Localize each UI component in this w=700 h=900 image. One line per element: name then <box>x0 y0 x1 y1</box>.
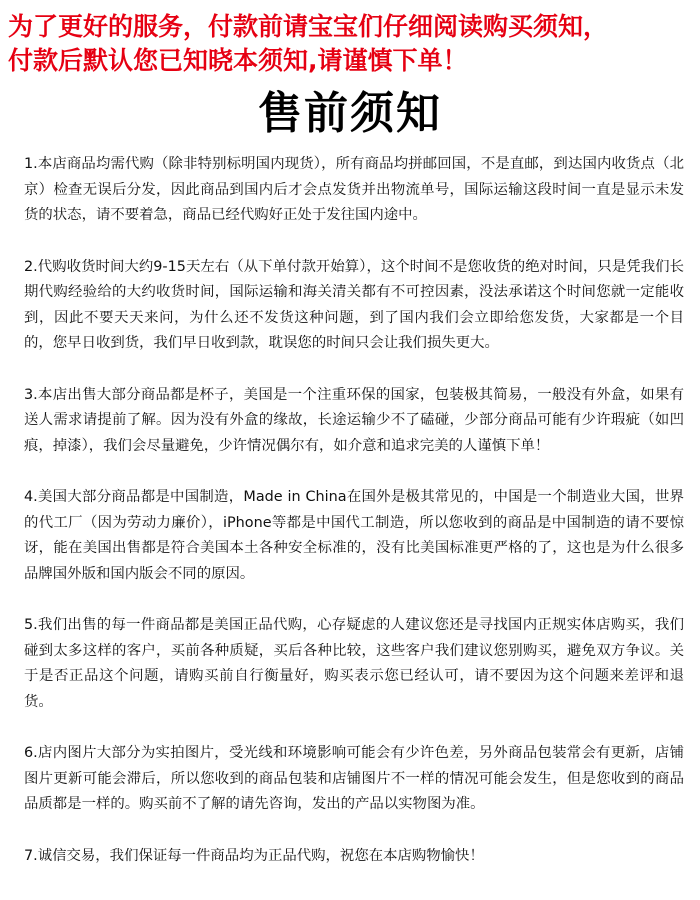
notice-item-2: 2.代购收货时间大约9-15天左右（从下单付款开始算），这个时间不是您收货的绝对时间，只是凭我们长期代购经验给的大约收货时间，国际运输和海关清关都有不可控因素，没法承诺这个时间您就一定能收到，因此不要天天来问，为什么还不发货这种问题，到了国内我们会立即给您发货，大家都是一个目的，您早日收到货，我们早日收到款，耽误您的时间只会让我们损失更大。 <box>24 258 684 351</box>
notice-list <box>24 152 684 869</box>
page-title: 售前须知 <box>258 88 442 139</box>
notice-item-1: 1.本店商品均需代购（除非特别标明国内现货），所有商品均拼邮回国，不是直邮，到达国内收货点（北京）检查无误后分发，因此商品到国内后才会点发货并出物流单号，国际运输这段时间一直是显示未发货的状态，请不要着急，商品已经代购好正处于发往国内途中。 <box>24 156 684 223</box>
warning-line-2: 付款后默认您已知晓本须知,请谨慎下单！ <box>8 46 468 75</box>
warning-line-1: 为了更好的服务，付款前请宝宝们仔细阅读购买须知， <box>8 12 609 41</box>
notice-item-4: 4.美国大部分商品都是中国制造，Made in China在国外是极其常见的，中国是一个制造业大国，世界的代工厂（因为劳动力廉价），iPhone等都是中国代工制造，所以您收到的商品是中国制造的请不要惊讶，能在美国出售都是符合美国本土各种安全标准的，没有比美国标准更严格的了，这也是为什么很多品牌国外版和国内版会不同的原因。 <box>24 489 684 582</box>
red-warning-banner <box>8 10 698 78</box>
notice-item-7: 7.诚信交易，我们保证每一件商品均为正品代购，祝您在本店购物愉快！ <box>24 847 484 864</box>
notice-item-6: 6.店内图片大部分为实拍图片，受光线和环境影响可能会有少许色差，另外商品包装常会有更新，店铺图片更新可能会滞后，所以您收到的商品包装和店铺图片不一样的情况可能会发生，但是您收到的商品品质都是一样的。购买前不了解的请先咨询，发出的产品以实物图为准。 <box>24 745 684 812</box>
notice-item-3: 3.本店出售大部分商品都是杯子，美国是一个注重环保的国家，包装极其简易，一般没有外盒，如果有送人需求请提前了解。因为没有外盒的缘故，长途运输少不了磕碰，少部分商品可能有少许瑕疵（如凹痕，掉漆），我们会尽量避免，少许情况偶尔有，如介意和追求完美的人谨慎下单！ <box>24 386 684 454</box>
notice-item-5: 5.我们出售的每一件商品都是美国正品代购，心存疑虑的人建议您还是寻找国内正规实体店购买，我们碰到太多这样的客户，买前各种质疑，买后各种比较，这些客户我们建议您别购买，避免双方争议。关于是否正品这个问题，请购买前自行衡量好，购买表示您已经认可，请不要因为这个问题来差评和退货。 <box>24 617 684 710</box>
